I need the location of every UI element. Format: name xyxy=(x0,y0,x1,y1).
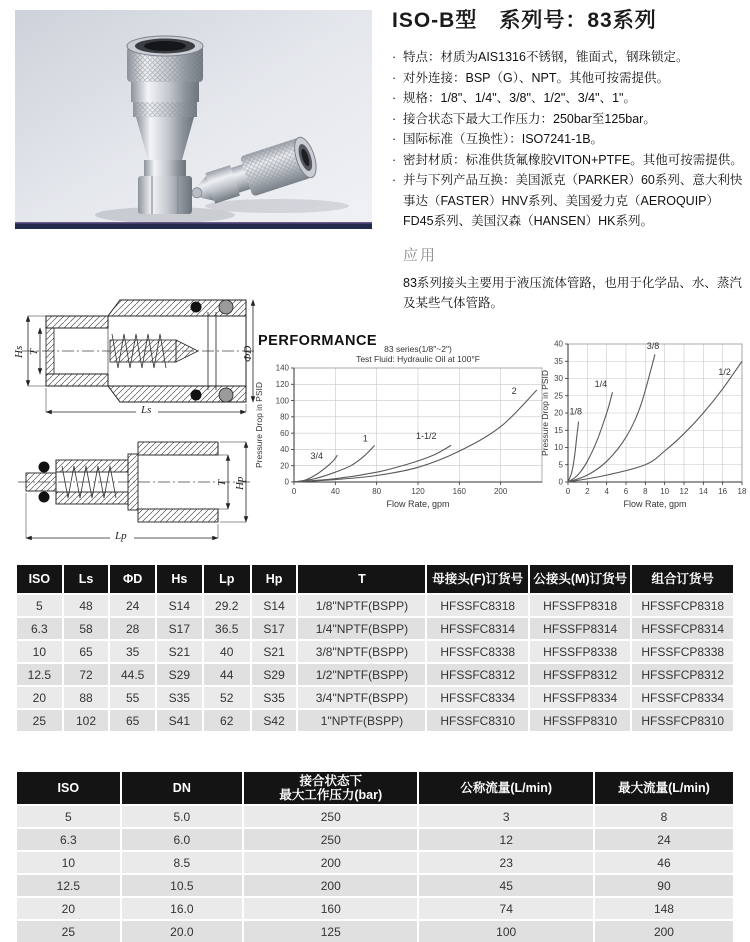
table-cell: HFSSFCP8334 xyxy=(632,687,733,708)
y-axis-label: Pressure Drop in PSID xyxy=(540,370,550,456)
table-cell: S35 xyxy=(252,687,297,708)
table-cell: HFSSFC8314 xyxy=(427,618,528,639)
table-cell: 250 xyxy=(244,806,417,827)
column-header: Lp xyxy=(204,565,250,593)
table-cell: 20.0 xyxy=(122,921,242,942)
table-cell: HFSSFCP8314 xyxy=(632,618,733,639)
table-cell: 25 xyxy=(17,710,62,731)
table-cell: 100 xyxy=(419,921,592,942)
bullet-marker: · xyxy=(392,132,397,146)
table-cell: S41 xyxy=(157,710,202,731)
table-cell: HFSSFP8310 xyxy=(530,710,631,731)
series-number: 系列号：83系列 xyxy=(499,9,657,32)
series-label: 3/4 xyxy=(310,451,323,462)
table-row xyxy=(17,921,733,942)
series-curve xyxy=(568,354,655,482)
application-text: 83系列接头主要用于液压流体管路，也用于化学品、水、蒸汽及某些气体管路。 xyxy=(403,275,742,310)
table-cell: 88 xyxy=(64,687,109,708)
table-cell: 6.0 xyxy=(122,829,242,850)
y-tick-label: 40 xyxy=(280,445,289,455)
column-header: Hs xyxy=(157,565,202,593)
column-header: 组合订货号 xyxy=(632,565,733,593)
table-cell: 20 xyxy=(17,687,62,708)
y-tick-label: 25 xyxy=(554,391,563,401)
spec-info-column xyxy=(392,4,744,314)
spec-bullet xyxy=(392,68,744,89)
table-cell: S14 xyxy=(252,595,297,616)
table-cell: 10.5 xyxy=(122,875,242,896)
series-label: 1/4 xyxy=(594,379,608,390)
locking-ball-top xyxy=(219,300,233,314)
table-cell: S14 xyxy=(157,595,202,616)
table-cell: 125 xyxy=(244,921,417,942)
table-row xyxy=(17,664,733,685)
x-tick-label: 12 xyxy=(679,487,689,496)
bullet-text: 接合状态下最大工作压力：250bar至125bar。 xyxy=(403,111,656,126)
x-tick-label: 8 xyxy=(643,487,648,496)
product-photo xyxy=(15,10,372,232)
table-cell: HFSSFP8312 xyxy=(530,664,631,685)
table-cell: 1/2"NPTF(BSPP) xyxy=(298,664,425,685)
x-tick-label: 40 xyxy=(330,487,340,496)
bullet-marker: · xyxy=(392,50,397,64)
table-row xyxy=(17,641,733,662)
table-cell: 44.5 xyxy=(110,664,155,685)
table-cell: 48 xyxy=(64,595,109,616)
table-row xyxy=(17,829,733,850)
table-cell: 160 xyxy=(244,898,417,919)
table-cell: 8 xyxy=(595,806,733,827)
x-tick-label: 200 xyxy=(493,487,508,496)
x-tick-label: 160 xyxy=(452,487,467,496)
spec-bullet xyxy=(392,47,744,68)
y-tick-label: 30 xyxy=(554,374,563,384)
column-header: ISO xyxy=(17,772,120,804)
table-cell: 58 xyxy=(64,618,109,639)
table-cell: 3/4"NPTF(BSPP) xyxy=(298,687,425,708)
x-axis-label: Flow Rate, gpm xyxy=(386,499,450,509)
table-cell: HFSSFCP8318 xyxy=(632,595,733,616)
bullet-text: 规格：1/8"、1/4"、3/8"、1/2"、3/4"、1"。 xyxy=(403,91,636,105)
spec-bullet-list xyxy=(392,47,744,232)
plug-o-ring-bottom xyxy=(39,492,50,503)
table-cell: 24 xyxy=(595,829,733,850)
bullet-marker: · xyxy=(392,70,397,85)
table-cell: 55 xyxy=(110,687,155,708)
table-cell: 1/4"NPTF(BSPP) xyxy=(298,618,425,639)
y-tick-label: 0 xyxy=(558,477,563,487)
column-header: T xyxy=(298,565,425,593)
bullet-text: 国际标准（互换性）：ISO7241-1B。 xyxy=(403,132,604,146)
table-cell: 65 xyxy=(64,641,109,662)
chart-subtitle: Test Fluid: Hydraulic Oil at 100°F xyxy=(356,354,480,364)
y-tick-label: 100 xyxy=(275,396,289,406)
column-header: 最大流量(L/min) xyxy=(595,772,733,804)
x-tick-label: 10 xyxy=(660,487,670,496)
table-cell: 148 xyxy=(595,898,733,919)
table-cell: 28 xyxy=(110,618,155,639)
table-cell: 250 xyxy=(244,829,417,850)
plug-cross-section-drawing xyxy=(10,420,258,546)
spec-bullet xyxy=(392,150,744,171)
dim-t-label: T xyxy=(28,348,40,355)
series-label: 1-1/2 xyxy=(416,430,437,441)
table-cell: S21 xyxy=(157,641,202,662)
y-tick-label: 35 xyxy=(554,356,563,366)
bullet-text: 密封材质：标准供货氟橡胶VITON+PTFE。其他可按需提供。 xyxy=(403,152,743,167)
table-cell: 102 xyxy=(64,710,109,731)
chart-title: 83 series(1/8"~2") xyxy=(384,344,452,354)
series-label: 2 xyxy=(511,386,517,397)
table-row xyxy=(17,595,733,616)
series-curve xyxy=(294,445,375,482)
table-cell: 200 xyxy=(595,921,733,942)
y-tick-label: 0 xyxy=(284,477,289,487)
table-cell: 5.0 xyxy=(122,806,242,827)
bullet-marker: · xyxy=(392,91,397,105)
dim-ls-label: Ls xyxy=(141,404,152,416)
x-tick-label: 0 xyxy=(291,487,297,496)
table-cell: 6.3 xyxy=(17,829,120,850)
table-cell: 10 xyxy=(17,641,62,662)
table-cell: 12.5 xyxy=(17,875,120,896)
bullet-marker: · xyxy=(392,111,397,126)
bullet-marker: · xyxy=(392,152,397,167)
dim-d-label: ΦD xyxy=(242,345,254,362)
table-cell: S21 xyxy=(252,641,297,662)
table-cell: S17 xyxy=(252,618,297,639)
x-tick-label: 120 xyxy=(411,487,425,496)
table-cell: 6.3 xyxy=(17,618,62,639)
table-cell: 74 xyxy=(419,898,592,919)
table-cell: HFSSFP8334 xyxy=(530,687,631,708)
bullet-text: 并与下列产品互换：美国派克（PARKER）60系列、意大利快事达（FASTER）HNV系列、美国爱力克（AEROQUIP）FD45系列、美国汉森（HANSEN）HK系列。 xyxy=(403,173,743,228)
header-row xyxy=(17,772,733,804)
table-cell: 62 xyxy=(204,710,250,731)
table-cell: S29 xyxy=(252,664,297,685)
column-header: 公称流量(L/min) xyxy=(419,772,592,804)
series-label: 1 xyxy=(362,433,368,444)
x-tick-label: 14 xyxy=(698,487,708,496)
table-cell: 8.5 xyxy=(122,852,242,873)
y-tick-label: 80 xyxy=(280,412,289,422)
table-cell: HFSSFC8310 xyxy=(427,710,528,731)
table-cell: 35 xyxy=(110,641,155,662)
table-cell: 29.2 xyxy=(204,595,250,616)
performance-chart-small-sizes xyxy=(540,334,748,512)
table-cell: 200 xyxy=(244,875,417,896)
table-cell: 3/8"NPTF(BSPP) xyxy=(298,641,425,662)
table-cell: 3 xyxy=(419,806,592,827)
dim-hp-label: Hp xyxy=(234,476,246,490)
column-header: Hp xyxy=(252,565,297,593)
table-row xyxy=(17,710,733,731)
table-cell: HFSSFCP8338 xyxy=(632,641,733,662)
performance-heading: PERFORMANCE xyxy=(258,333,378,349)
table-cell: S35 xyxy=(157,687,202,708)
series-curve xyxy=(568,422,579,482)
socket-cross-section-drawing xyxy=(10,286,258,418)
x-tick-label: 0 xyxy=(565,487,571,496)
table-cell: 72 xyxy=(64,664,109,685)
table-row xyxy=(17,852,733,873)
table-cell: 1"NPTF(BSPP) xyxy=(298,710,425,731)
column-header: DN xyxy=(122,772,242,804)
spec-bullet xyxy=(392,88,744,109)
table-cell: 46 xyxy=(595,852,733,873)
y-tick-label: 5 xyxy=(558,460,563,470)
column-header: 接合状态下 最大工作压力(bar) xyxy=(244,772,417,804)
photo-dark-strip xyxy=(15,223,372,229)
table-cell: S17 xyxy=(157,618,202,639)
x-tick-label: 6 xyxy=(623,487,629,496)
table-cell: S29 xyxy=(157,664,202,685)
bullet-text: 特点：材质为AIS1316不锈钢，锥面式，钢珠锁定。 xyxy=(403,50,689,64)
y-tick-label: 140 xyxy=(275,363,289,373)
table-cell: 36.5 xyxy=(204,618,250,639)
dim-t2-label: T xyxy=(216,479,228,486)
table-cell: 25 xyxy=(17,921,120,942)
table-cell: S42 xyxy=(252,710,297,731)
y-tick-label: 10 xyxy=(554,443,563,453)
x-tick-label: 18 xyxy=(737,487,747,496)
y-tick-label: 20 xyxy=(554,408,563,418)
y-tick-label: 120 xyxy=(275,379,289,389)
dim-lp-label: Lp xyxy=(115,530,127,542)
bullet-marker: · xyxy=(392,173,397,187)
table-cell: 40 xyxy=(204,641,250,662)
application-heading: 应用 xyxy=(403,246,438,264)
plug-o-ring-top xyxy=(39,462,50,473)
y-axis-label: Pressure Drop in PSID xyxy=(254,382,264,468)
spec-bullet xyxy=(392,129,744,150)
column-header: 公接头(M)订货号 xyxy=(530,565,631,593)
socket-coupling-photo xyxy=(127,36,203,214)
table-cell: 1/8"NPTF(BSPP) xyxy=(298,595,425,616)
column-header: ISO xyxy=(17,565,62,593)
dimensions-order-table xyxy=(15,563,735,733)
series-label: 1/8 xyxy=(569,406,582,417)
y-tick-label: 20 xyxy=(280,461,289,471)
table-cell: 44 xyxy=(204,664,250,685)
locking-ball-bottom xyxy=(219,388,233,402)
spec-bullet xyxy=(392,109,744,130)
table-cell: HFSSFC8338 xyxy=(427,641,528,662)
table-cell: 65 xyxy=(110,710,155,731)
x-tick-label: 80 xyxy=(372,487,382,496)
table-cell: HFSSFC8312 xyxy=(427,664,528,685)
x-tick-label: 16 xyxy=(718,487,728,496)
table-cell: 16.0 xyxy=(122,898,242,919)
table-cell: 24 xyxy=(110,595,155,616)
table-cell: 200 xyxy=(244,852,417,873)
table-cell: 12 xyxy=(419,829,592,850)
x-tick-label: 2 xyxy=(585,487,590,496)
table-cell: HFSSFCP8310 xyxy=(632,710,733,731)
table-row xyxy=(17,875,733,896)
table-row xyxy=(17,618,733,639)
table-cell: 10 xyxy=(17,852,120,873)
y-tick-label: 60 xyxy=(280,428,289,438)
table-cell: HFSSFP8314 xyxy=(530,618,631,639)
dim-hs-label: Hs xyxy=(13,345,25,358)
table-cell: 5 xyxy=(17,595,62,616)
bullet-text: 对外连接：BSP（G）、NPT。其他可按需提供。 xyxy=(403,70,669,85)
table-cell: HFSSFC8334 xyxy=(427,687,528,708)
header-row xyxy=(17,565,733,593)
x-tick-label: 4 xyxy=(604,487,609,496)
y-tick-label: 15 xyxy=(554,425,563,435)
table-cell: 12.5 xyxy=(17,664,62,685)
series-label: 3/8 xyxy=(646,341,660,352)
table-row xyxy=(17,898,733,919)
table-cell: HFSSFP8338 xyxy=(530,641,631,662)
table-cell: 90 xyxy=(595,875,733,896)
table-cell: HFSSFCP8312 xyxy=(632,664,733,685)
series-label: 1/2 xyxy=(718,367,731,378)
table-row xyxy=(17,806,733,827)
o-ring-top xyxy=(191,302,202,313)
x-axis-label: Flow Rate, gpm xyxy=(623,499,687,509)
column-header: ΦD xyxy=(110,565,155,593)
column-header: Ls xyxy=(64,565,109,593)
table-cell: HFSSFC8318 xyxy=(427,595,528,616)
spec-bullet xyxy=(392,170,744,232)
table-cell: 20 xyxy=(17,898,120,919)
series-type: ISO-B型 xyxy=(392,9,478,32)
y-tick-label: 40 xyxy=(554,339,563,349)
performance-chart-large-sizes xyxy=(254,342,548,512)
column-header: 母接头(F)订货号 xyxy=(427,565,528,593)
table-cell: HFSSFP8318 xyxy=(530,595,631,616)
table-row xyxy=(17,687,733,708)
table-cell: 5 xyxy=(17,806,120,827)
table-cell: 52 xyxy=(204,687,250,708)
o-ring-bottom xyxy=(191,390,202,401)
table-cell: 45 xyxy=(419,875,592,896)
flow-pressure-table xyxy=(15,770,735,942)
page-title xyxy=(392,4,744,34)
table-cell: 23 xyxy=(419,852,592,873)
